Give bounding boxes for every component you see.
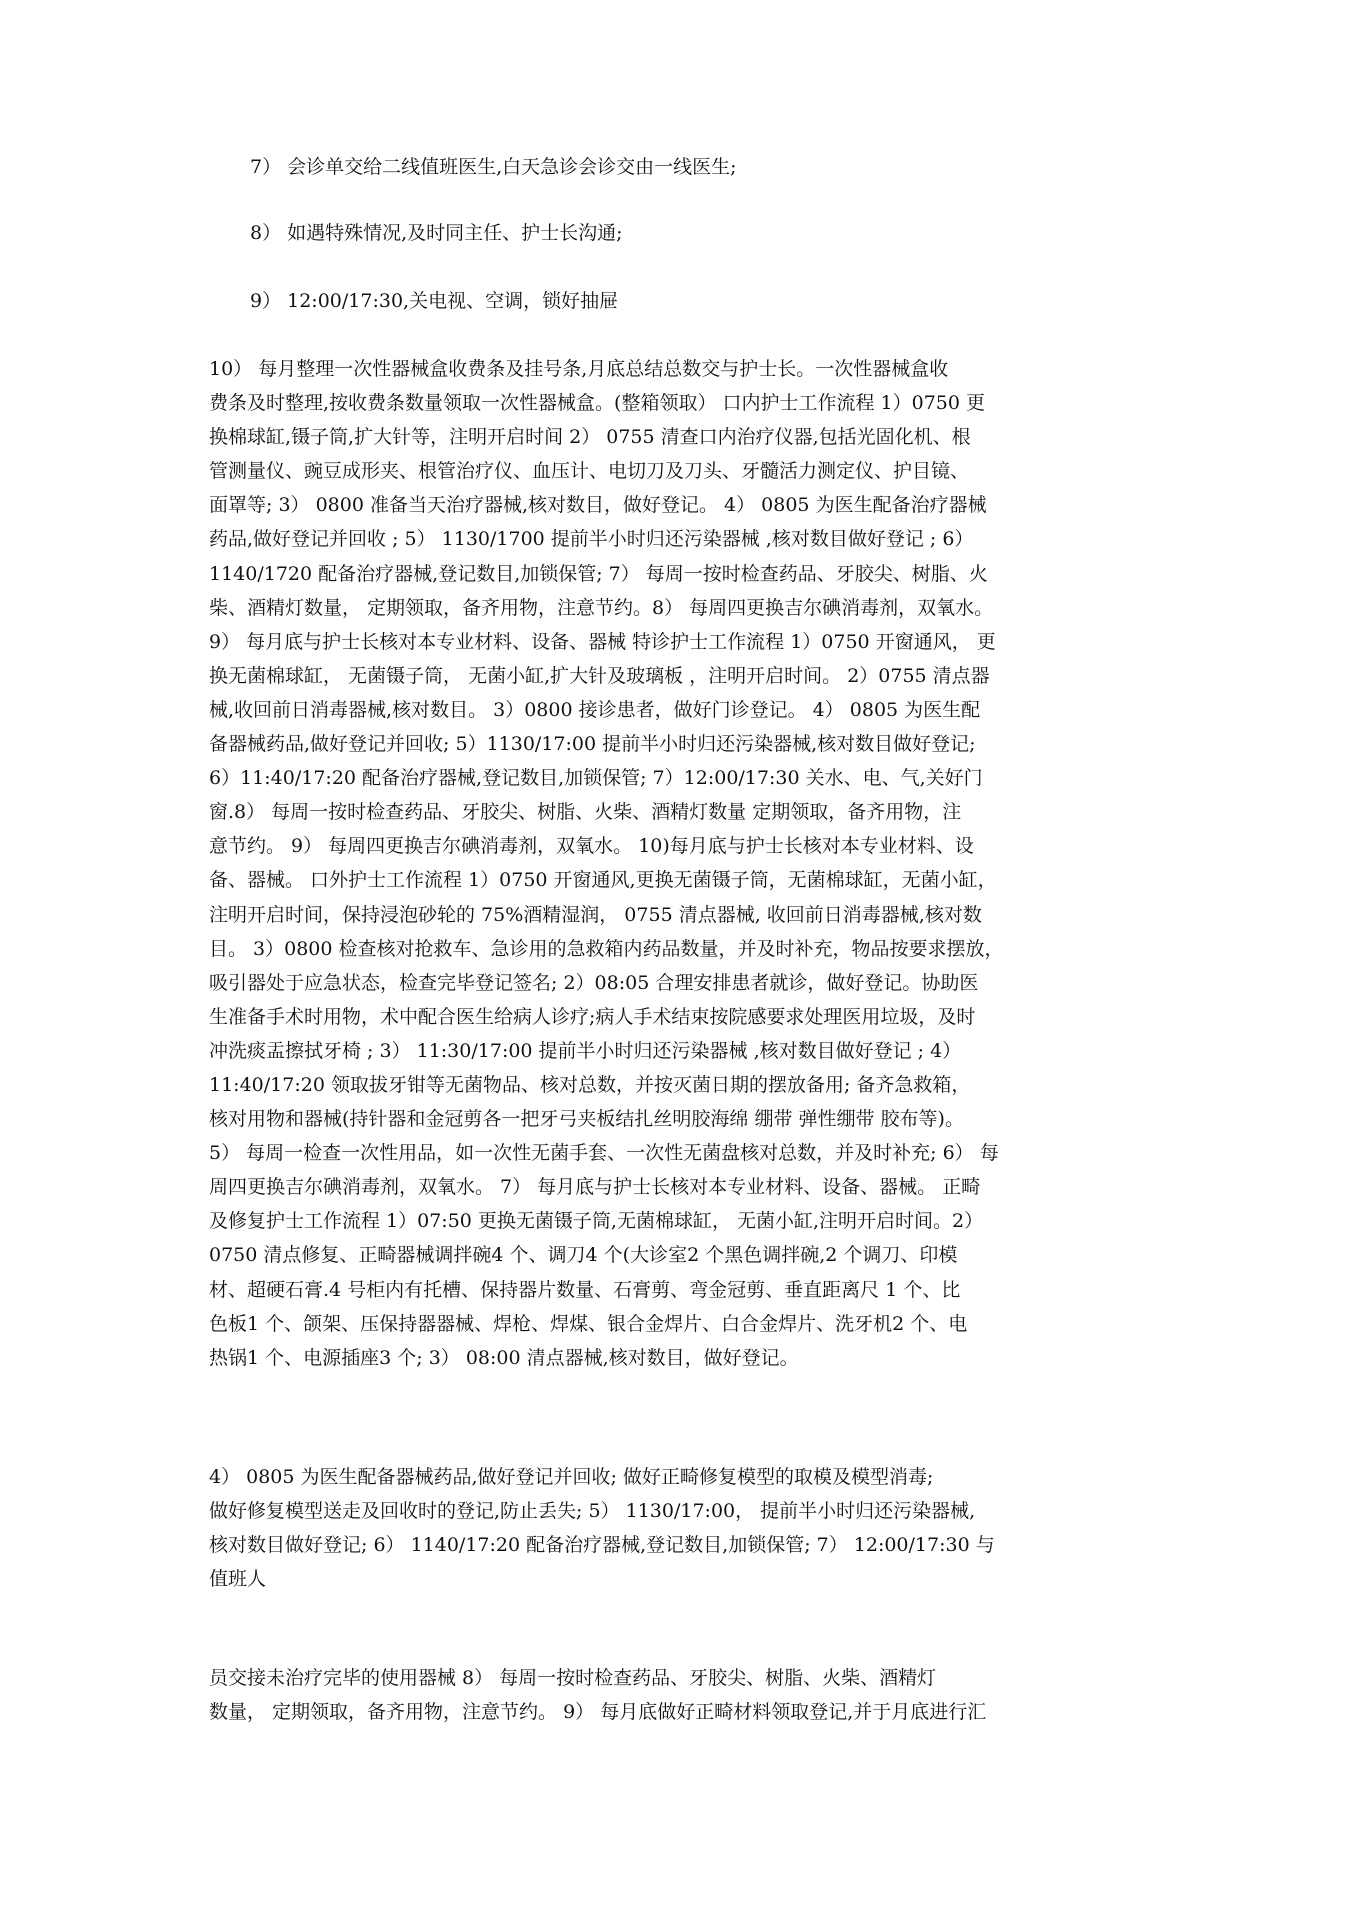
text-line: 生准备手术时用物，术中配合医生给病人诊疗;病人手术结束按院感要求处理医用垃圾，及时 bbox=[209, 1005, 976, 1028]
text-line: 数量， 定期领取，备齐用物，注意节约。 9） 每月底做好正畸材料领取登记,并于月底进行汇 bbox=[209, 1701, 987, 1724]
text-line: 换无菌棉球缸， 无菌镊子筒， 无菌小缸,扩大针及玻璃板 ，注明开启时间。 2）0755 清点器 bbox=[209, 664, 990, 687]
text-line: 员交接未治疗完毕的使用器械 8） 每周一按时检查药品、牙胶尖、树脂、火柴、酒精灯 bbox=[209, 1667, 937, 1689]
text-line: 1140/1720 配备治疗器械,登记数目,加锁保管; 7） 每周一按时检查药品、牙胶尖、树脂、火 bbox=[209, 562, 988, 585]
text-line: 周四更换吉尔碘消毒剂，双氧水。 7） 每月底与护士长核对本专业材料、设备、器械。 正畸 bbox=[209, 1176, 981, 1199]
text-line: 吸引器处于应急状态，检查完毕登记签名; 2）08:05 合理安排患者就诊，做好登记。协助医 bbox=[209, 971, 979, 994]
list-item: 7） 会诊单交给二线值班医生,白天急诊会诊交由一线医生; bbox=[250, 156, 737, 178]
paragraph-main bbox=[209, 352, 1169, 1375]
text-line: 换棉球缸,镊子筒,扩大针等，注明开启时间 2） 0755 清查口内治疗仪器,包括光固化机、根 bbox=[209, 426, 971, 449]
text-line: 备器械药品,做好登记并回收; 5）1130/17:00 提前半小时归还污染器械,核对数目做好登记; bbox=[209, 733, 976, 756]
text-line: 管测量仪、豌豆成形夹、根管治疗仪、血压计、电切刀及刀头、牙髓活力测定仪、护目镜、 bbox=[209, 460, 970, 483]
text-line: 4） 0805 为医生配备器械药品,做好登记并回收; 做好正畸修复模型的取模及模型消毒; bbox=[209, 1466, 934, 1488]
text-line: 械,收回前日消毒器械,核对数目。 3）0800 接诊患者，做好门诊登记。 4） 0805 为医生配 bbox=[209, 698, 981, 721]
text-line: 核对用物和器械(持针器和金冠剪各一把牙弓夹板结扎丝明胶海绵 绷带 弹性绷带 胶布等)。 bbox=[209, 1108, 964, 1131]
text-line: 注明开启时间，保持浸泡砂轮的 75%酒精湿润， 0755 清点器械, 收回前日消毒器械,核对数 bbox=[209, 903, 982, 926]
text-line: 及修复护士工作流程 1）07:50 更换无菌镊子筒,无菌棉球缸， 无菌小缸,注明开启时间。2） bbox=[209, 1210, 984, 1233]
list-item: 9） 12:00/17:30,关电视、空调，锁好抽屉 bbox=[250, 290, 619, 312]
text-line: 热锅1 个、电源插座3 个; 3） 08:00 清点器械,核对数目，做好登记。 bbox=[209, 1346, 799, 1369]
text-line: 窗.8） 每周一按时检查药品、牙胶尖、树脂、火柴、酒精灯数量 定期领取，备齐用物，注 bbox=[209, 801, 962, 824]
text-line: 9） 每月底与护士长核对本专业材料、设备、器械 特诊护士工作流程 1）0750 开窗通风， 更 bbox=[209, 630, 996, 653]
text-line: 目。 3）0800 检查核对抢救车、急诊用的急救箱内药品数量，并及时补充，物品按要求摆放， bbox=[209, 937, 1004, 960]
text-line: 值班人 bbox=[209, 1568, 267, 1591]
text-line: 10） 每月整理一次性器械盒收费条及挂号条,月底总结总数交与护士长。一次性器械盒收 bbox=[209, 358, 949, 380]
text-line: 5） 每周一检查一次性用品，如一次性无菌手套、一次性无菌盘核对总数，并及时补充; 6） 每 bbox=[209, 1142, 999, 1165]
text-line: 面罩等; 3） 0800 准备当天治疗器械,核对数目，做好登记。 4） 0805 为医生配备治疗器械 bbox=[209, 494, 987, 517]
list-item: 8） 如遇特殊情况,及时同主任、护士长沟通; bbox=[250, 222, 623, 244]
text-line: 备、器械。 口外护士工作流程 1）0750 开窗通风,更换无菌镊子筒，无菌棉球缸，无菌小缸， bbox=[209, 869, 997, 892]
text-line: 意节约。 9） 每周四更换吉尔碘消毒剂，双氧水。 10)每月底与护士长核对本专业材料、设 bbox=[209, 835, 974, 858]
paragraph-third bbox=[209, 1661, 1169, 1729]
text-line: 0750 清点修复、正畸器械调拌碗4 个、调刀4 个(大诊室2 个黑色调拌碗,2 个调刀、印模 bbox=[209, 1244, 958, 1267]
text-line: 药品,做好登记并回收 ; 5） 1130/1700 提前半小时归还污染器械 ,核对数目做好登记 ; 6） bbox=[209, 528, 974, 551]
text-line: 费条及时整理,按收费条数量领取一次性器械盒。(整箱领取） 口内护士工作流程 1）0750 更 bbox=[209, 392, 986, 415]
text-line: 11:40/17:20 领取拔牙钳等无菌物品、核对总数，并按灭菌日期的摆放备用; 备齐急救箱， bbox=[209, 1073, 971, 1096]
text-line: 材、超硬石膏.4 号柜内有托槽、保持器片数量、石膏剪、弯金冠剪、垂直距离尺 1 个、比 bbox=[209, 1278, 961, 1301]
text-line: 柴、酒精灯数量， 定期领取，备齐用物，注意节约。8） 每周四更换吉尔碘消毒剂，双氧水。 bbox=[209, 596, 994, 619]
text-line: 6）11:40/17:20 配备治疗器械,登记数目,加锁保管; 7）12:00/17:30 关水、电、气,关好门 bbox=[209, 767, 983, 790]
text-line: 做好修复模型送走及回收时的登记,防止丢失; 5） 1130/17:00， 提前半小时归还污染器械, bbox=[209, 1500, 976, 1523]
text-line: 核对数目做好登记; 6） 1140/17:20 配备治疗器械,登记数目,加锁保管; 7） 12:00/17:30 与 bbox=[209, 1534, 995, 1557]
paragraph-second bbox=[209, 1460, 1169, 1596]
text-line: 冲洗痰盂擦拭牙椅 ; 3） 11:30/17:00 提前半小时归还污染器械 ,核对数目做好登记 ; 4） bbox=[209, 1039, 962, 1062]
text-line: 色板1 个、颌架、压保持器器械、焊枪、焊煤、银合金焊片、白合金焊片、洗牙机2 个、电 bbox=[209, 1312, 968, 1335]
